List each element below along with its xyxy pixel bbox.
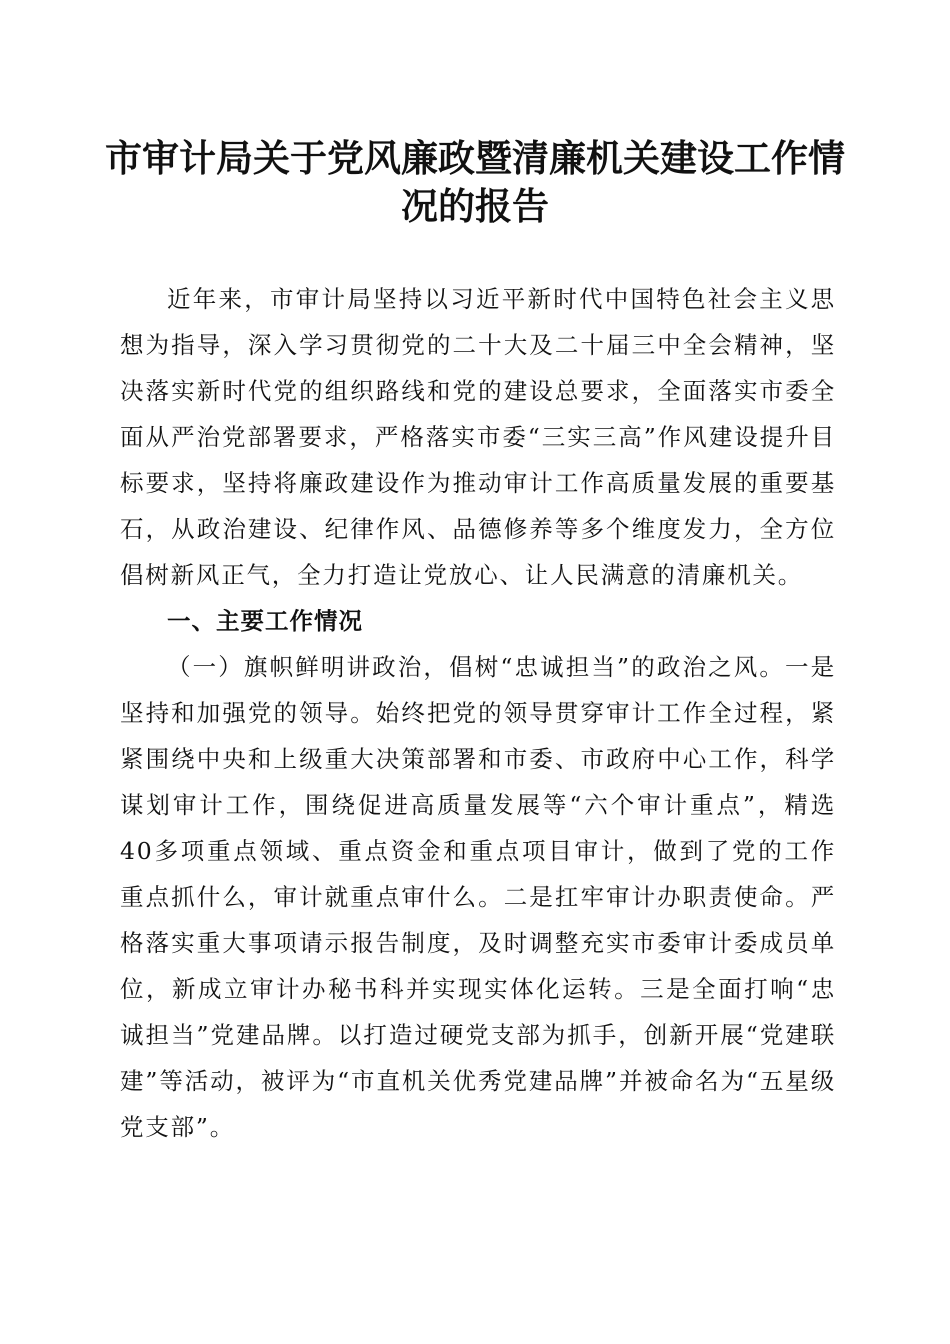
section-heading-1: 一、主要工作情况	[167, 607, 363, 635]
title-line-2: 况的报告	[401, 184, 549, 228]
document-title	[100, 134, 850, 230]
intro-paragraph: 近年来，市审计局坚持以习近平新时代中国特色社会主义思想为指导，深入学习贯彻党的二十大及二十届三中全会精神，坚决落实新时代党的组织路线和党的建设总要求，全面落实市委全面从严治党部署要求，严格落实市委“三实三高”作风建设提升目标要求，坚持将廉政建设作为推动审计工作高质量发展的重要基石，从政治建设、纪律作风、品德修养等多个维度发力，全方位倡树新风正气，全力打造让党放心、让人民满意的清廉机关。	[120, 285, 836, 589]
title-line-1: 市审计局关于党风廉政暨清廉机关建设工作情	[105, 136, 845, 180]
subsection-paragraph-1: （一）旗帜鲜明讲政治，倡树“忠诚担当”的政治之风。一是坚持和加强党的领导。始终把党的领导贯穿审计工作全过程，紧紧围绕中央和上级重大决策部署和市委、市政府中心工作，科学谋划审计工作，围绕促进高质量发展等“六个审计重点”，精选40多项重点领域、重点资金和重点项目审计，做到了党的工作重点抓什么，审计就重点审什么。二是扛牢审计办职责使命。严格落实重大事项请示报告制度，及时调整充实市委审计委成员单位，新成立审计办秘书科并实现实体化运转。三是全面打响“忠诚担当”党建品牌。以打造过硬党支部为抓手，创新开展“党建联建”等活动，被评为“市直机关优秀党建品牌”并被命名为“五星级党支部”。	[120, 653, 836, 1141]
document-body	[120, 276, 836, 1150]
